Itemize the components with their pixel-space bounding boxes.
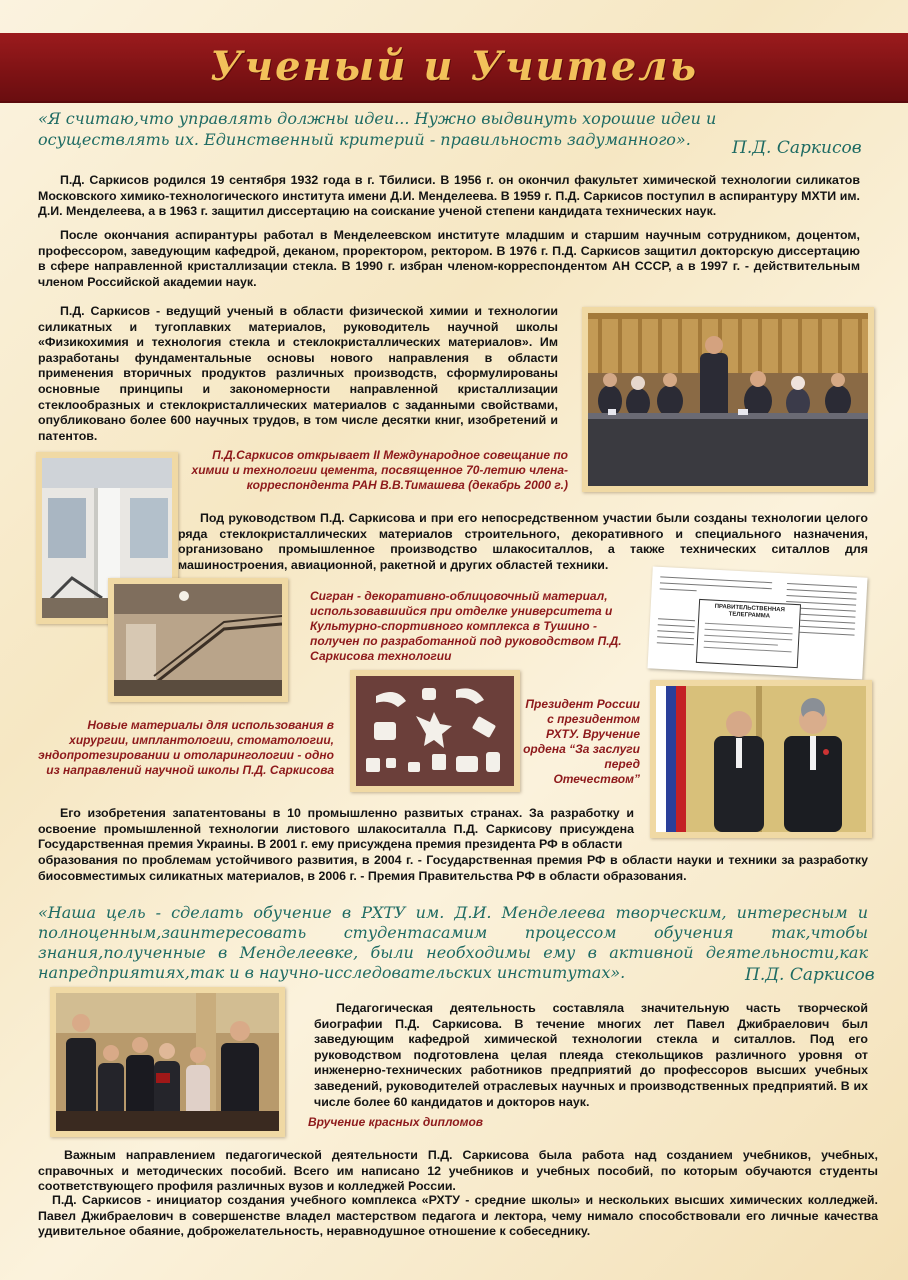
quote-top-author: П.Д. Саркисов (732, 138, 862, 158)
quote-bottom: «Наша цель - сделать обучение в РХТУ им. Д.И. Менделеева творческим, интересным и полноценным,заинтересовать студентасамим процессом обучения так,чтобы знания,полученные в Менделеевке, были необходимы ему в активной деятельности,как напредприятиях,так и в научно-исследовательских институтах». (38, 903, 868, 982)
awards-paragraph: Его изобретения запатентованы в 10 промышленно развитых странах. За разработку и освоение промышленной технологии листового шлакоситалла П.Д. Саркисову присуждена Государственная премия Украины. В 2001 г. ему присуждена премия президента РФ в области (38, 806, 634, 852)
biomaterials-photo (350, 670, 520, 792)
diplomas-photo (50, 987, 285, 1137)
sports-complex-image (114, 584, 282, 696)
colleges-paragraph: П.Д. Саркисов - инициатор создания учебного комплекса «РХТУ - средние школы» и нескольких высших химических колледжей. Павел Джибраелович в совершенстве владел мастерством педагога и лектора, чему нимало способствовали его личные качества удивительное обаяние, доброжелательность, неравнодушное отношение к собеседнику. (38, 1193, 878, 1239)
telegram-heading: ПРАВИТЕЛЬСТВЕННАЯ ТЕЛЕГРАММА (714, 603, 786, 620)
biomaterials-image (356, 676, 514, 786)
telegram-box (696, 599, 801, 668)
page-title: Ученый и Учитель (210, 43, 698, 90)
sports-complex-photo (108, 578, 288, 702)
caption-conference: П.Д.Саркисов открывает II Международное совещание по химии и технологии цемента, посвященное 70-летию члена-корреспондента РАН В.В.Тимашева (декабрь 2000 г.) (191, 448, 568, 492)
conference-photo (582, 307, 874, 492)
awards-paragraph-continued: образования по проблемам устойчивого развития, в 2004 г. - Государственная премия РФ в области науки и техники за разработку биосовместимых силикатных материалов, в 2006 г. - Премия Правительства РФ в области образования. (38, 853, 868, 883)
textbooks-paragraph: Важным направлением педагогической деятельности П.Д. Саркисова была работа над созданием учебников, учебных, справочных и методических пособий. Всего им написано 12 учебников и учебных пособий, по которым обучаются студенты соответствующего профиля различных вузов и колледжей России. (38, 1148, 878, 1194)
conference-photo-image (588, 313, 868, 486)
caption-sigran: Сигран - декоративно-облицовочный материал, использовавшийся при отделке университета и Культурно-спортивного комплекса в Тушино - получен по разработанной под руководством П.Д. Саркисова технологии (310, 589, 622, 663)
scientist-paragraph: П.Д. Саркисов - ведущий ученый в области физической химии и технологии силикатных и тугоплавких материалов, руководитель научной школы «Физикохимия и технология стекла и стеклокристаллических материалов». Им разработаны фундаментальные основы нового направления в области применения вторичных продуктов различных производств, сформулированы основные принципы и закономерности направленной кристаллизации стеклообразных и стеклокристаллических материалов с заданными свойствами, опубликовано более 600 научных трудов, в том числе десятки книг, изобретений и патентов. (38, 304, 558, 443)
biography-paragraph-1: П.Д. Саркисов родился 19 сентября 1932 года в г. Тбилиси. В 1956 г. он окончил факультет химической технологии силикатов Московского химико-технологического института имени Д.И. Менделеева. В 1959 г. П.Д. Саркисов поступил в аспирантуру МХТИ им. Д.И. Менделеева, а в 1963 г. защитил диссертацию на соискание ученой степени кандидата технических наук. (38, 173, 860, 219)
newspaper-clipping (647, 566, 867, 679)
caption-materials: Новые материалы для использования в хирургии, имплантологии, стоматологии, эндопротезировании и отоларингологии - одно из направлений научной школы П.Д. Саркисова (38, 718, 334, 777)
biography-paragraph-2: После окончания аспирантуры работал в Менделеевском институте младшим и старшим научным сотрудником, доцентом, профессором, заведующим кафедрой, деканом, проректором, ректором. В 1976 г. П.Д. Саркисов защитил докторскую диссертацию в сфере направленной кристаллизации стекла. В 1990 г. избран членом-корреспондентом АН СССР, а в 1997 г. - действительным членом Российской академии наук. (38, 228, 860, 289)
caption-diplomas: Вручение красных дипломов (308, 1115, 484, 1129)
quote-bottom-author: П.Д. Саркисов (745, 965, 875, 985)
technologies-paragraph: Под руководством П.Д. Саркисова и при его непосредственном участии были созданы технологии целого ряда стеклокристаллических материалов строительного, декоративного и специального назначения, организовано промышленное производство шлакоситаллов, а также технических ситаллов для машиностроения, авиационной, ракетной и других областей техники. (178, 511, 868, 572)
title-banner (0, 33, 908, 103)
telegram-text-lines (697, 617, 799, 662)
president-photo (650, 680, 872, 838)
diplomas-photo-image (56, 993, 279, 1131)
caption-president: Президент России с президентом РХТУ. Вручение ордена “За заслуги перед Отечеством” (523, 697, 640, 786)
pedagogy-paragraph: Педагогическая деятельность составляла значительную часть творческой биографии П.Д. Саркисова. В течение многих лет Павел Джибраелович был заведующим кафедрой химической технологии стекла и ситаллов. Под его руководством подготовлена целая плеяда стекольщиков различного уровня от инженерно-технических работников предприятий до профессоров высших учебных заведений, руководителей отраслевых научных и производственных предприятий. В их числе более 60 кандидатов и докторов наук. (314, 1001, 868, 1109)
quote-top: «Я считаю,что управлять должны идеи... Нужно выдвинуть хорошие идеи и осуществлять их. Единственный критерий - правильность задуманного». (38, 109, 717, 149)
president-photo-image (656, 686, 866, 832)
